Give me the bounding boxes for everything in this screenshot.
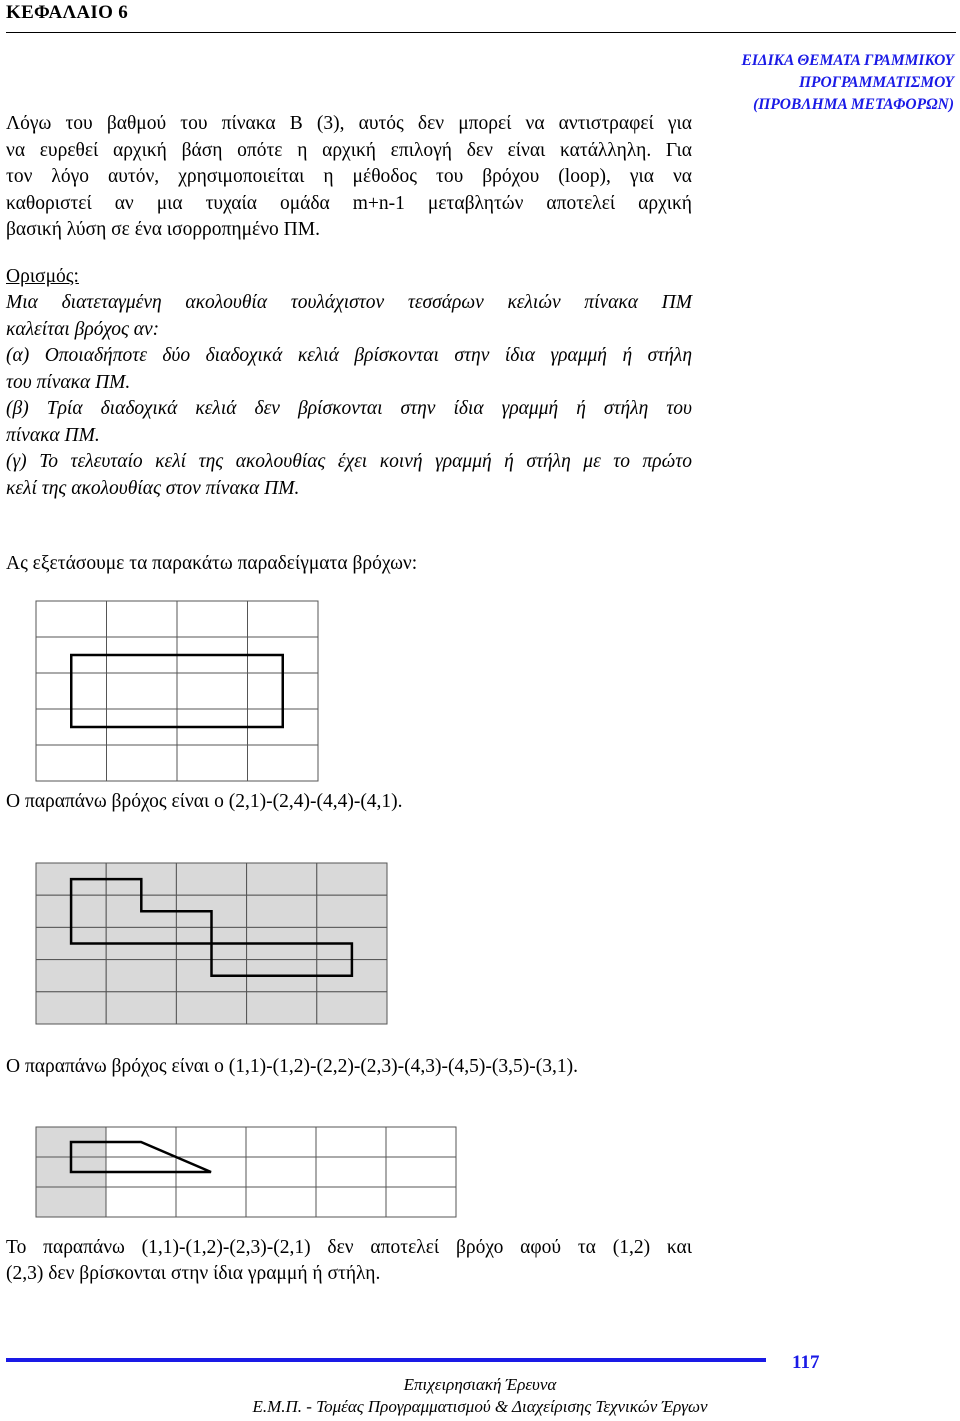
grid-cell: [36, 745, 107, 781]
footer-rule: [6, 1358, 766, 1362]
definition-heading: Ορισμός:: [6, 266, 79, 287]
grid-cell: [36, 1187, 106, 1217]
definition-line: καλείται βρόχος αν:: [6, 318, 160, 340]
definition-line: (α) Οποιαδήποτε δύο διαδοχικά κελιά βρίσκονται στην ίδια γραμμή ή στήλη: [6, 345, 692, 366]
intro-line: καθοριστεί αν μια τυχαία ομάδα m+n-1 μεταβλητών αποτελεί αρχική: [6, 192, 692, 214]
grid-cell: [246, 1187, 316, 1217]
example-3-caption: [6, 1235, 692, 1287]
grid-cell: [386, 1127, 456, 1157]
grid-cell: [177, 673, 248, 709]
intro-line: βασική λύση σε ένα ισορροπημένο ΠΜ.: [6, 219, 320, 240]
grid-cell: [316, 1157, 386, 1187]
grid-cell: [317, 863, 387, 895]
definition-line: Μια διατεταγμένη ακολουθία τουλάχιστον τεσσάρων κελιών πίνακα ΠΜ: [6, 292, 692, 313]
running-head-line: (ΠΡΟΒΛΗΜΑ ΜΕΤΑΦΟΡΩΝ): [753, 96, 954, 113]
grid-cell: [106, 1187, 176, 1217]
example-2-caption: Ο παραπάνω βρόχος είναι ο (1,1)-(1,2)-(2,2)-(2,3)-(4,3)-(4,5)-(3,5)-(3,1).: [6, 1056, 578, 1077]
page-number: 117: [792, 1352, 820, 1373]
loop-grid-3: [36, 1127, 456, 1217]
grid-cell: [246, 1127, 316, 1157]
grid-cell: [386, 1187, 456, 1217]
footer-department: Ε.Μ.Π. - Τομέας Προγραμματισμού & Διαχείρισης Τεχνικών Έργων: [252, 1397, 708, 1416]
grid-cell: [107, 673, 178, 709]
definition-line: του πίνακα ΠΜ.: [6, 371, 131, 393]
intro-line: Λόγω του βαθμού του πίνακα B (3), αυτός δεν μπορεί να αντιστραφεί για: [6, 113, 692, 134]
definition-block: [6, 264, 692, 290]
grid-cell: [177, 745, 248, 781]
header-rule: [6, 32, 956, 33]
grid-cell: [176, 992, 246, 1024]
intro-line: τον λόγο αυτόν, χρησιμοποιείται η μέθοδος του βρόχου (loop), για να: [6, 166, 692, 187]
definition-line: πίνακα ΠΜ.: [6, 424, 100, 446]
grid-cell: [107, 601, 178, 637]
grid-cell: [317, 992, 387, 1024]
loop-grid-1: [36, 601, 318, 781]
grid-cell: [247, 895, 317, 927]
grid-cell: [246, 1157, 316, 1187]
definition-line: (β) Τρία διαδοχικά κελιά δεν βρίσκονται στην ίδια γραμμή ή στήλη του: [6, 398, 692, 419]
running-head: [654, 50, 954, 116]
grid-cell: [106, 992, 176, 1024]
grid-cell: [107, 745, 178, 781]
footer-title: Επιχειρησιακή Έρευνα: [403, 1375, 557, 1394]
running-head-line: ΠΡΟΓΡΑΜΜΑΤΙΣΜΟΥ: [798, 74, 954, 91]
grid-cell: [36, 992, 106, 1024]
grid-cell: [176, 1127, 246, 1157]
grid-cell: [176, 1187, 246, 1217]
intro-line: να ευρεθεί αρχική βάση οπότε η αρχική επιλογή δεν είναι κατάλληλη. Για: [6, 139, 692, 161]
loop-grid-2: [36, 863, 387, 1024]
grid-cell: [36, 960, 106, 992]
caption-line: Το παραπάνω (1,1)-(1,2)-(2,3)-(2,1) δεν αποτελεί βρόχο αφού τα (1,2) και: [6, 1237, 692, 1258]
intro-paragraph: [6, 111, 692, 244]
caption-line: (2,3) δεν βρίσκονται στην ίδια γραμμή ή στήλη.: [6, 1263, 381, 1284]
running-head-line: ΕΙΔΙΚΑ ΘΕΜΑΤΑ ΓΡΑΜΜΙΚΟΥ: [741, 52, 954, 69]
example-1-caption: Ο παραπάνω βρόχος είναι ο (2,1)-(2,4)-(4,4)-(4,1).: [6, 791, 403, 812]
grid-cell: [106, 960, 176, 992]
grid-cell: [248, 601, 319, 637]
grid-cell: [248, 745, 319, 781]
grid-cell: [317, 895, 387, 927]
definition-line: κελί της ακολουθίας στον πίνακα ΠΜ.: [6, 477, 300, 499]
grid-cell: [316, 1187, 386, 1217]
grid-cell: [177, 601, 248, 637]
definition-body: [6, 290, 692, 502]
examples-intro: Ας εξετάσουμε τα παρακάτω παραδείγματα βρόχων:: [6, 553, 418, 574]
grid-cell: [316, 1127, 386, 1157]
definition-line: (γ) Το τελευταίο κελί της ακολουθίας έχει κοινή γραμμή ή στήλη με το πρώτο: [6, 451, 692, 472]
grid-cell: [247, 992, 317, 1024]
chapter-title: ΚΕΦΑΛΑΙΟ 6: [6, 2, 129, 23]
grid-cell: [36, 601, 107, 637]
grid-cell: [247, 863, 317, 895]
grid-cell: [386, 1157, 456, 1187]
grid-cell: [176, 863, 246, 895]
